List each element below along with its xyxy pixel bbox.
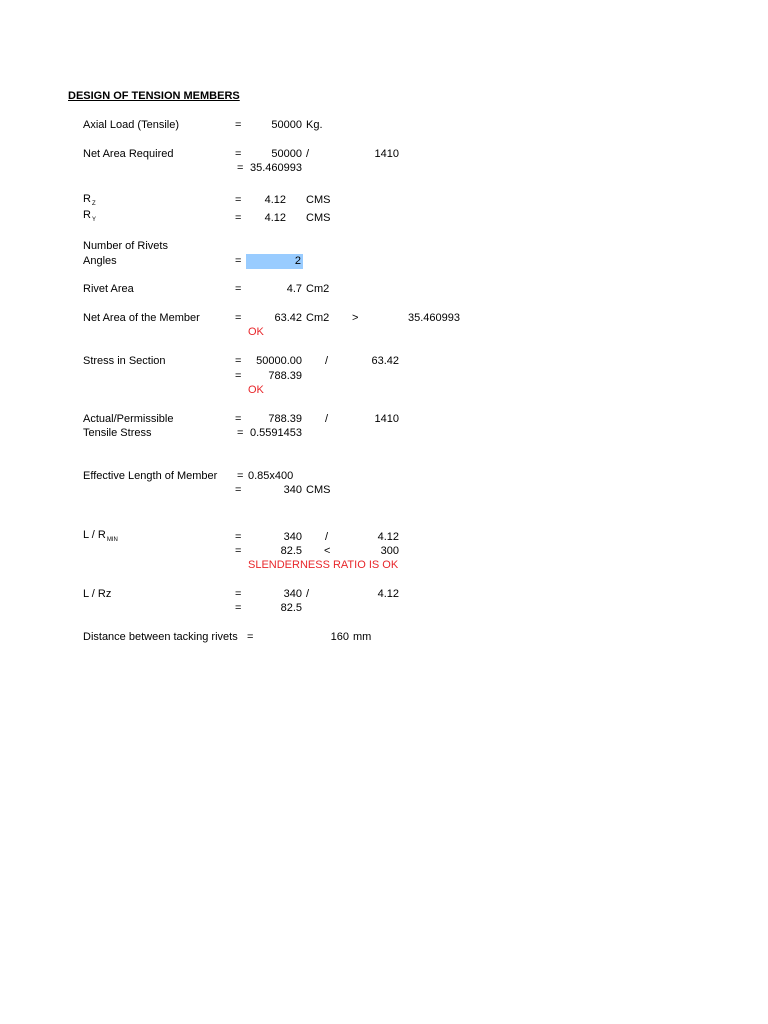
net-area-required-result: 35.460993 (250, 162, 302, 174)
tacking-rivets-label: Distance between tacking rivets (83, 631, 238, 643)
net-area-member-label: Net Area of the Member (83, 312, 200, 324)
net-area-required-operator: / (306, 148, 310, 160)
net-area-member-value: 63.42 (274, 312, 302, 324)
slenderness-status: SLENDERNESS RATIO IS OK (248, 559, 399, 571)
l-rmin-value: 340 (283, 531, 302, 543)
net-area-required-equals: = (235, 148, 242, 160)
net-area-member-unit: Cm2 (306, 312, 330, 324)
l-rmin-operator: / (325, 531, 329, 543)
ry-unit: CMS (306, 212, 331, 224)
l-rz-value: 340 (283, 588, 302, 600)
stress-in-section-equals-2: = (235, 370, 242, 382)
l-rmin-equals-2: = (235, 545, 242, 557)
effective-length-unit: CMS (306, 484, 331, 496)
l-rz-equals: = (235, 588, 242, 600)
net-area-member-operator: > (352, 312, 359, 324)
stress-in-section-value: 50000.00 (256, 355, 302, 367)
l-rz-label: L / Rz (83, 588, 112, 600)
angles-value[interactable]: 2 (294, 255, 301, 267)
rz-unit: CMS (306, 194, 331, 206)
tensile-stress-label: Tensile Stress (83, 427, 152, 439)
actual-permissible-result: 0.5591453 (250, 427, 302, 439)
l-rmin-equals: = (235, 531, 242, 543)
net-area-member-compare: 35.460993 (408, 312, 460, 324)
stress-in-section-operator: / (325, 355, 329, 367)
effective-length-equals: = (237, 470, 244, 482)
l-rz-divisor: 4.12 (377, 588, 399, 600)
l-rmin-divisor: 4.12 (377, 531, 399, 543)
net-area-required-label: Net Area Required (83, 148, 174, 160)
angles-equals: = (235, 255, 242, 267)
axial-load-value: 50000 (271, 119, 302, 131)
tacking-rivets-unit: mm (353, 631, 372, 643)
stress-in-section-status: OK (248, 384, 264, 396)
net-area-required-equals-2: = (237, 162, 244, 174)
stress-in-section-result: 788.39 (268, 370, 302, 382)
angles-label: Angles (83, 255, 117, 267)
rz-label: $R_Z$ (83, 193, 96, 207)
l-rmin-result: 82.5 (280, 545, 302, 557)
effective-length-expression: 0.85x400 (248, 470, 294, 482)
effective-length-result: 340 (283, 484, 302, 496)
actual-permissible-equals-2: = (237, 427, 244, 439)
effective-length-equals-2: = (235, 484, 242, 496)
l-rmin-label: L / $R_{MIN}$ (83, 529, 118, 543)
ry-label: $R_Y$ (83, 209, 96, 223)
actual-permissible-value: 788.39 (268, 413, 302, 425)
actual-permissible-operator: / (325, 413, 329, 425)
rz-equals: = (235, 194, 242, 206)
actual-permissible-label: Actual/Permissible (83, 413, 174, 425)
rivet-area-value: 4.7 (286, 283, 302, 295)
l-rz-operator: / (306, 588, 310, 600)
net-area-member-equals: = (235, 312, 242, 324)
actual-permissible-equals: = (235, 413, 242, 425)
axial-load-unit: Kg. (306, 119, 323, 131)
number-of-rivets-label: Number of Rivets (83, 240, 168, 252)
l-rmin-limit: 300 (380, 545, 399, 557)
net-area-required-divisor: 1410 (374, 148, 399, 160)
ry-equals: = (235, 212, 242, 224)
tacking-rivets-value: 160 (330, 631, 349, 643)
rivet-area-unit: Cm2 (306, 283, 330, 295)
l-rmin-less-than: < (324, 545, 331, 557)
tacking-rivets-equals: = (247, 631, 254, 643)
rivet-area-equals: = (235, 283, 242, 295)
page-title: DESIGN OF TENSION MEMBERS (68, 90, 240, 102)
l-rz-result: 82.5 (280, 602, 302, 614)
net-area-required-value: 50000 (271, 148, 302, 160)
rivet-area-label: Rivet Area (83, 283, 134, 295)
ry-value: 4.12 (264, 212, 286, 224)
axial-load-equals: = (235, 119, 242, 131)
effective-length-label: Effective Length of Member (83, 470, 218, 482)
l-rz-equals-2: = (235, 602, 242, 614)
stress-in-section-equals: = (235, 355, 242, 367)
actual-permissible-divisor: 1410 (374, 413, 399, 425)
rz-value: 4.12 (264, 194, 286, 206)
stress-in-section-divisor: 63.42 (371, 355, 399, 367)
net-area-member-status: OK (248, 326, 264, 338)
axial-load-label: Axial Load (Tensile) (83, 119, 179, 131)
stress-in-section-label: Stress in Section (83, 355, 166, 367)
